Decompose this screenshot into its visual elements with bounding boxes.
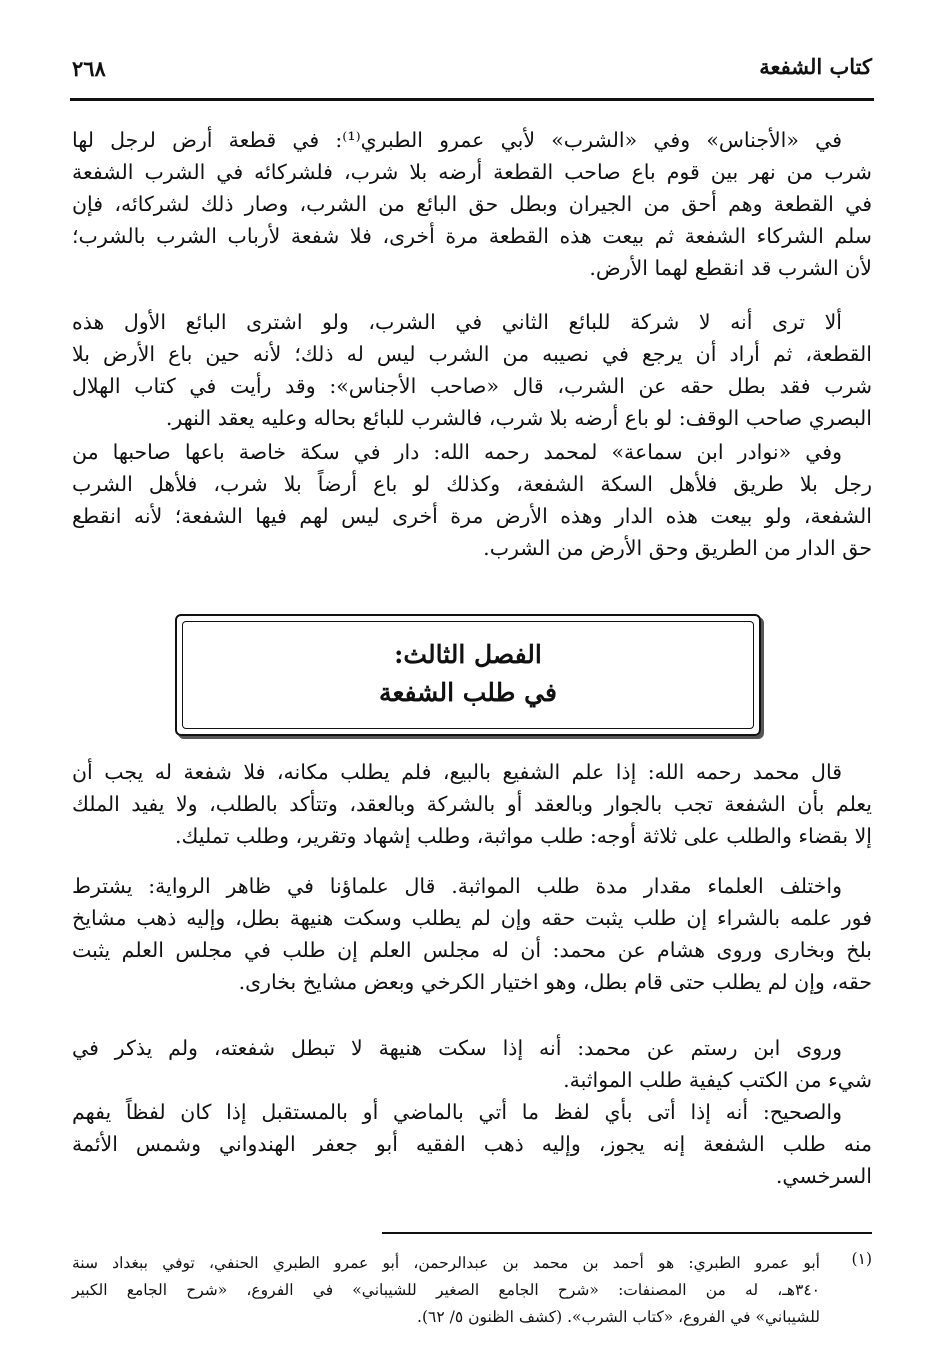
text-line: فور علمه بالشراء إن طلب يثبت حقه وإن لم يطلب وسكت هنيهة بطل، وإليه ذهب مشايخ bbox=[72, 906, 872, 930]
text-line: القطعة، ثم أراد أن يرجع في نصيبه من الشرب ليس له ذلك؛ لأنه حين باع الأرض بلا bbox=[72, 342, 872, 366]
chapter-title: كتاب الشفعة bbox=[759, 54, 872, 79]
text-line: الشفعة، ولو بيعت هذه الدار وهذه الأرض مرة أخرى ليس لهم فيها الشفعة؛ لأنه انقطع bbox=[72, 504, 872, 528]
text-line: إلا بقضاء والطلب على ثلاثة أوجه: طلب مواثبة، وطلب إشهاد وتقرير، وطلب تمليك. bbox=[175, 824, 872, 848]
footnote-rule bbox=[382, 1232, 872, 1234]
text-line: شرب من نهر بين قوم باع صاحب القطعة أرضه بلا شرب، فلشركائه في الشرب الشفعة bbox=[72, 160, 872, 184]
paragraph bbox=[72, 436, 872, 564]
section-heading-line2: في طلب الشفعة bbox=[379, 678, 557, 707]
paragraph bbox=[72, 1032, 872, 1096]
text-line: لأن الشرب قد انقطع لهما الأرض. bbox=[589, 256, 872, 280]
text-line: منه طلب الشفعة إنه يجوز، وإليه ذهب الفقيه أبو جعفر الهندواني وشمس الأئمة bbox=[72, 1132, 872, 1156]
text-line: قال محمد رحمه الله: إذا علم الشفيع بالبيع، فلم يطلب مكانه، فلا شفعة له يجب أن bbox=[72, 760, 842, 784]
footnote-line: أبو عمرو الطبري: هو أحمد بن محمد بن عبدالرحمن، أبو عمرو الطبري الحنفي، توفي ببغداد سنة bbox=[72, 1254, 820, 1272]
text-line: حق الدار من الطريق وحق الأرض من الشرب. bbox=[483, 536, 872, 560]
text-line: وفي «نوادر ابن سماعة» لمحمد رحمه الله: دار في سكة خاصة باعها صاحبها من bbox=[72, 440, 842, 464]
section-heading-inner-frame bbox=[182, 621, 754, 729]
paragraph bbox=[72, 756, 872, 852]
paragraph bbox=[72, 124, 872, 284]
text-line: البصري صاحب الوقف: لو باع أرضه بلا شرب، فالشرب للبائع بحاله وعليه يعقد النهر. bbox=[165, 406, 872, 430]
running-header bbox=[72, 54, 872, 88]
footnote-line: للشيباني» في الفروع، «كتاب الشرب». (كشف الظنون ٥/ ٦٢). bbox=[417, 1308, 820, 1326]
text-line: رجل بلا طريق فلأهل السكة الشفعة، وكذلك لو باع أرضاً بلا شرب، فلأهل الشرب bbox=[72, 472, 872, 496]
footnote-body bbox=[72, 1250, 820, 1331]
text-line: شرب فقد بطل حقه عن الشرب، قال «صاحب الأجناس»: وقد رأيت في كتاب الهلال bbox=[72, 374, 872, 398]
paragraph bbox=[72, 870, 872, 998]
footnote-line: ٣٤٠هـ، له من المصنفات: «شرح الجامع الصغير للشيباني» في الفروع، «شرح الجامع الكبير bbox=[72, 1281, 820, 1299]
text-line: وروى ابن رستم عن محمد: أنه إذا سكت هنيهة لا تبطل شفعته، ولم يذكر في bbox=[72, 1036, 842, 1060]
text-line: في «الأجناس» وفي «الشرب» لأبي عمرو الطبري⁽¹⁾: في قطعة أرض لرجل لها bbox=[72, 128, 842, 152]
header-rule bbox=[70, 98, 874, 101]
text-line: بلخ وبخارى وروى هشام عن محمد: أن له مجلس العلم إن طلب في مجلس العلم يثبت bbox=[72, 938, 872, 962]
text-line: والصحيح: أنه إذا أتى بأي لفظ ما أتي بالماضي أو بالمستقبل إذا كان لفظاً يفهم bbox=[72, 1100, 842, 1124]
text-line: حقه، وإن لم يطلب حتى قام بطل، وهو اختيار الكرخي وبعض مشايخ بخارى. bbox=[238, 970, 872, 994]
text-line: السرخسي. bbox=[775, 1164, 872, 1188]
text-line: واختلف العلماء مقدار مدة طلب المواثبة. قال علماؤنا في ظاهر الرواية: يشترط bbox=[72, 874, 842, 898]
paragraph bbox=[72, 1096, 872, 1192]
paragraph bbox=[72, 306, 872, 434]
footnote-number: (١) bbox=[851, 1250, 872, 1268]
text-line: سلم الشركاء الشفعة ثم بيعت هذه القطعة مرة أخرى، فلا شفعة لأرباب الشرب بالشرب؛ bbox=[72, 224, 872, 248]
footnote bbox=[72, 1250, 872, 1331]
text-line: ألا ترى أنه لا شركة للبائع الثاني في الشرب، ولو اشترى البائع الأول هذه bbox=[72, 310, 842, 334]
section-heading-box bbox=[175, 614, 761, 736]
text-line: يعلم بأن الشفعة تجب بالجوار وبالعقد أو بالشركة وبالعقد، وتتأكد بالطلب، ولا يفيد الملك bbox=[72, 792, 872, 816]
page-number: ٢٦٨ bbox=[72, 56, 106, 81]
section-heading-line1: الفصل الثالث: bbox=[394, 640, 542, 669]
text-line: في القطعة وهم أحق من الجيران وبطل حق البائع من الشرب، وصار ذلك لشركائه، فإن bbox=[72, 192, 872, 216]
text-line: شيء من الكتب كيفية طلب المواثبة. bbox=[563, 1068, 872, 1092]
